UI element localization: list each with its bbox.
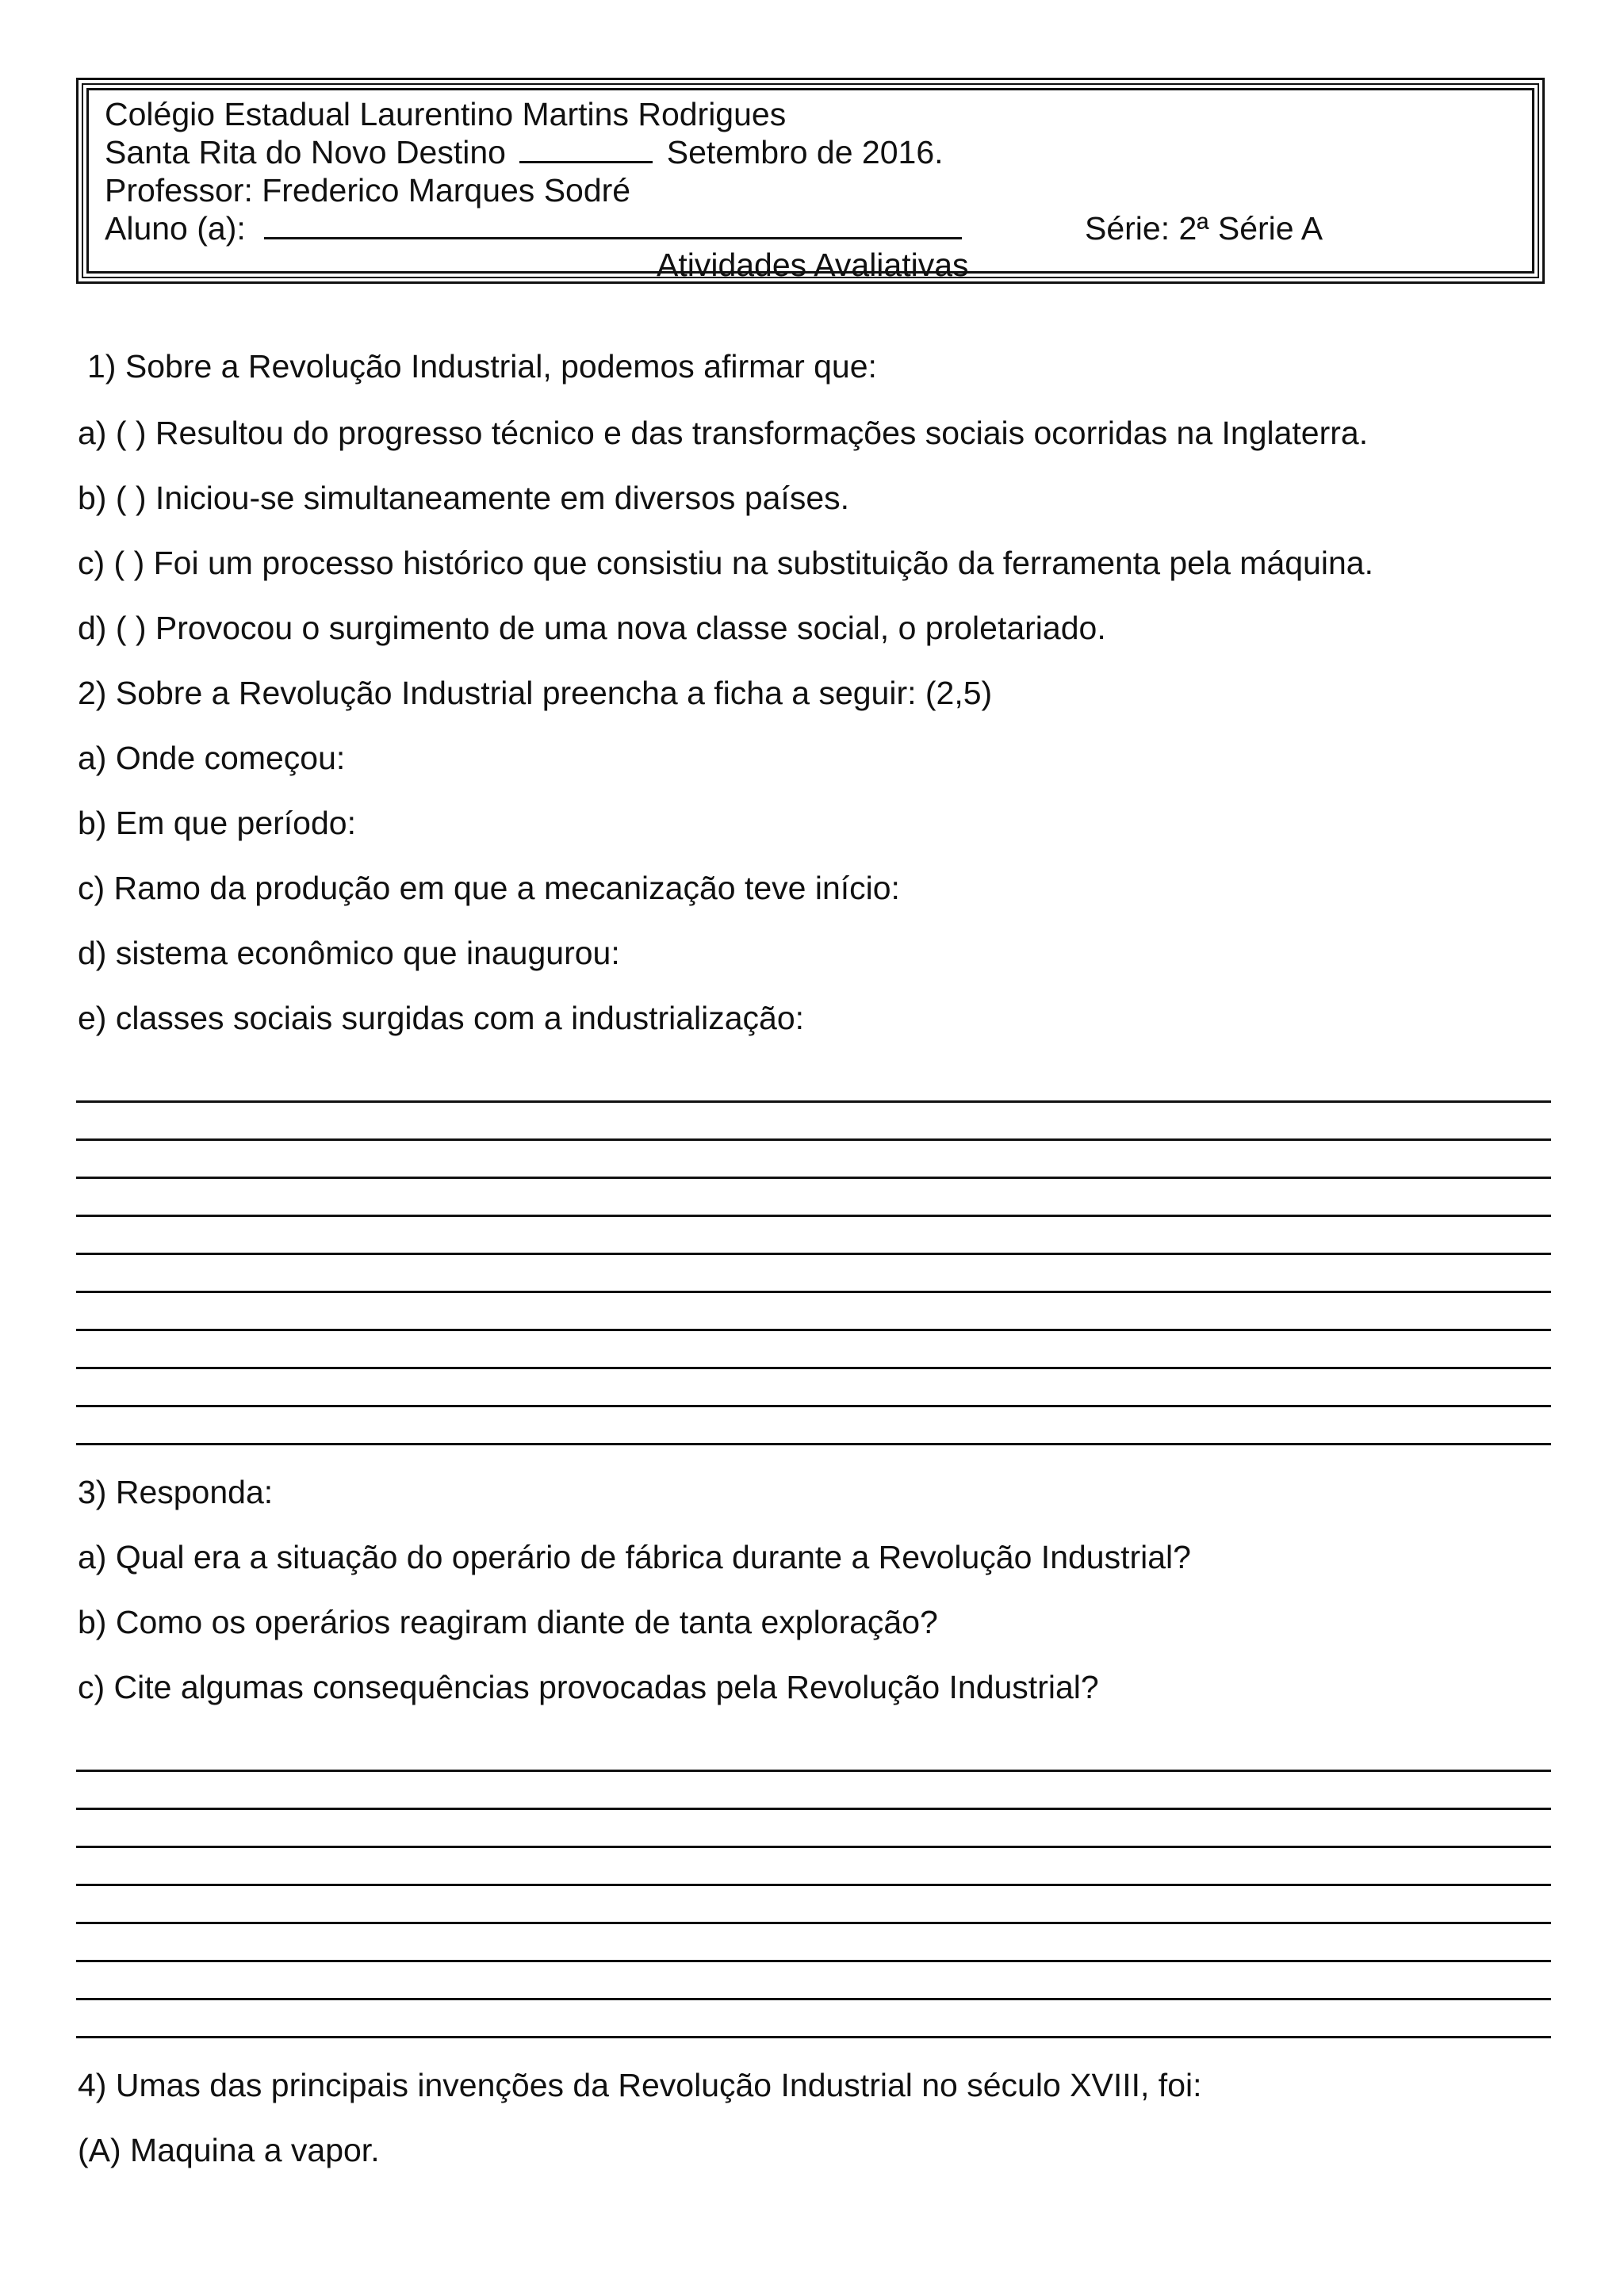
answer-line[interactable] bbox=[76, 1177, 1551, 1179]
question-3-item-c: c) Cite algumas consequências provocadas pela Revolução Industrial? bbox=[78, 1669, 1099, 1705]
question-1-prompt: 1) Sobre a Revolução Industrial, podemos afirmar que: bbox=[87, 348, 877, 385]
question-3-prompt: 3) Responda: bbox=[78, 1474, 274, 1510]
teacher-name: Professor: Frederico Marques Sodré bbox=[105, 172, 631, 209]
student-label: Aluno (a): bbox=[105, 210, 246, 247]
student-line bbox=[105, 209, 962, 247]
question-2-item-c: c) Ramo da produção em que a mecanização teve início: bbox=[78, 870, 900, 906]
question-3-item-b: b) Como os operários reagiram diante de tanta exploração? bbox=[78, 1604, 938, 1640]
question-2-item-e: e) classes sociais surgidas com a industrialização: bbox=[78, 1000, 805, 1036]
header-box bbox=[76, 78, 1545, 284]
question-2-item-b: b) Em que período: bbox=[78, 805, 356, 841]
answer-line[interactable] bbox=[76, 1405, 1551, 1407]
answer-line[interactable] bbox=[76, 1846, 1551, 1848]
question-4-prompt: 4) Umas das principais invenções da Revolução Industrial no século XVIII, foi: bbox=[78, 2067, 1202, 2103]
page-subtitle: Atividades Avaliativas bbox=[657, 247, 969, 283]
answer-line[interactable] bbox=[76, 1367, 1551, 1369]
question-1-option-a[interactable]: a) ( ) Resultou do progresso técnico e das transformações sociais ocorridas na Inglaterra. bbox=[78, 415, 1369, 451]
answer-line[interactable] bbox=[76, 1808, 1551, 1810]
question-4-option-a[interactable]: (A) Maquina a vapor. bbox=[78, 2132, 380, 2168]
school-name: Colégio Estadual Laurentino Martins Rodrigues bbox=[105, 96, 787, 132]
question-2-item-a: a) Onde começou: bbox=[78, 740, 346, 776]
answer-line[interactable] bbox=[76, 1998, 1551, 2000]
grade-label: Série: 2ª Série A bbox=[1085, 210, 1323, 247]
answer-line[interactable] bbox=[76, 2036, 1551, 2038]
question-1-option-c[interactable]: c) ( ) Foi um processo histórico que consistiu na substituição da ferramenta pela máquina. bbox=[78, 545, 1373, 581]
question-3-item-a: a) Qual era a situação do operário de fábrica durante a Revolução Industrial? bbox=[78, 1539, 1191, 1575]
answer-line[interactable] bbox=[76, 1443, 1551, 1445]
day-blank[interactable] bbox=[519, 134, 653, 163]
answer-line[interactable] bbox=[76, 1884, 1551, 1886]
answer-line[interactable] bbox=[76, 1291, 1551, 1293]
question-2-item-d: d) sistema econômico que inaugurou: bbox=[78, 935, 620, 971]
answer-line[interactable] bbox=[76, 1960, 1551, 1962]
answer-line[interactable] bbox=[76, 1329, 1551, 1331]
question-1-option-d[interactable]: d) ( ) Provocou o surgimento de uma nova classe social, o proletariado. bbox=[78, 610, 1106, 646]
location-text: Santa Rita do Novo Destino bbox=[105, 134, 506, 170]
answer-line[interactable] bbox=[76, 1922, 1551, 1924]
answer-line[interactable] bbox=[76, 1770, 1551, 1772]
answer-line[interactable] bbox=[76, 1138, 1551, 1141]
question-2-prompt: 2) Sobre a Revolução Industrial preencha a ficha a seguir: (2,5) bbox=[78, 675, 993, 711]
answer-line[interactable] bbox=[76, 1100, 1551, 1103]
month-year-text: Setembro de 2016. bbox=[666, 134, 944, 170]
answer-line[interactable] bbox=[76, 1253, 1551, 1255]
student-name-blank[interactable] bbox=[264, 210, 962, 239]
question-1-option-b[interactable]: b) ( ) Iniciou-se simultaneamente em diversos países. bbox=[78, 480, 850, 516]
location-date-line bbox=[105, 133, 944, 171]
answer-line[interactable] bbox=[76, 1215, 1551, 1217]
